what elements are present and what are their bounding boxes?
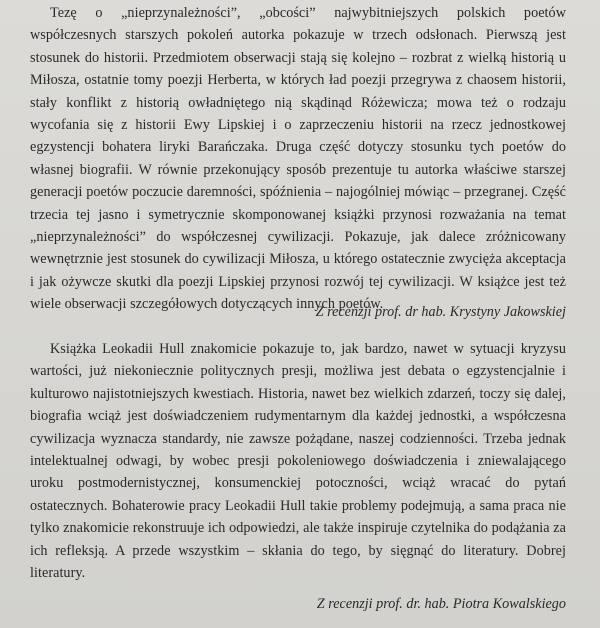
review-2-attribution: Z recenzji prof. dr. hab. Piotra Kowalskiego [316, 596, 566, 612]
review-1-text: Tezę o „nieprzynależności”, „obcości” najwybitniejszych polskich poetów współczesnych starszych pokoleń autorka pokazuje w trzech odsłonach. Pierwszą jest stosunek do historii. Przedmiotem obserwacji stają się kolejno – rozbrat z wielką historią u Miłosza, ostatnie tomy poezji Herberta, w których ład poezji przegrywa z chaosem historii, stały konflikt z historią owładniętego nią skądinąd Różewicza; mowa też o rodzaju wycofania się z historii Ewy Lipskiej i o zaprzeczeniu historii na rzecz jednostkowej egzystencji bohatera liryki Barańczaka. Druga część dotyczy stosunku tych poetów do własnej biografii. W równie przekonujący sposób prezentuje tu autorka właściwe starszej generacji poetów poczucie daremności, spóźnienia – najogólniej mówiąc – przegranej. Część trzecia tej jasno i symetrycznie skomponowanej książki przynosi rozważania na temat „nieprzynależności” do współczesnej cywilizacji. Pokazuje, jak dalece zróżnicowany wewnętrznie jest stosunek do cywilizacji Miłosza, u którego ostatecznie zwycięża akceptacja i jak ożywcze skutki dla poezji Lipskiej przynosi rozwój tej cywilizacji. W książce jest też wiele obserwacji szczegółowych dotyczących innych poetów. [30, 5, 566, 313]
review-1 [30, 2, 566, 316]
review-2 [30, 338, 566, 584]
review-1-attribution: Z recenzji prof. dr hab. Krystyny Jakowskiej [315, 304, 566, 320]
review-2-text: Książka Leokadii Hull znakomicie pokazuje to, jak bardzo, nawet w sytuacji kryzysu wartości, już niekoniecznie politycznych presji, możliwa jest debata o egzystencjalnie i kulturowo najistotniejszych kwestiach. Historia, nawet bez wielkich zdarzeń, toczy się dalej, biografia wciąż jest doświadczeniem rudymentarnym dla każdej jednostki, a współczesna cywilizacja wyznacza standardy, nie zawsze pożądane, naszej codzienności. Trzeba jednak intelektualnej odwagi, by wobec presji pokoleniowego doświadczenia i zniewalającego uroku postmodernistycznej, konsumenckiej potoczności, wciąż wracać do pytań ostatecznych. Bohaterowie pracy Leokadii Hull takie problemy podejmują, a sama praca nie tylko znakomicie rekonstruuje ich odpowiedzi, ale także inspiruje czytelnika do podążania za ich refleksją. A przede wszystkim – skłania do tego, by sięgnąć do literatury. Dobrej literatury. [30, 341, 566, 582]
